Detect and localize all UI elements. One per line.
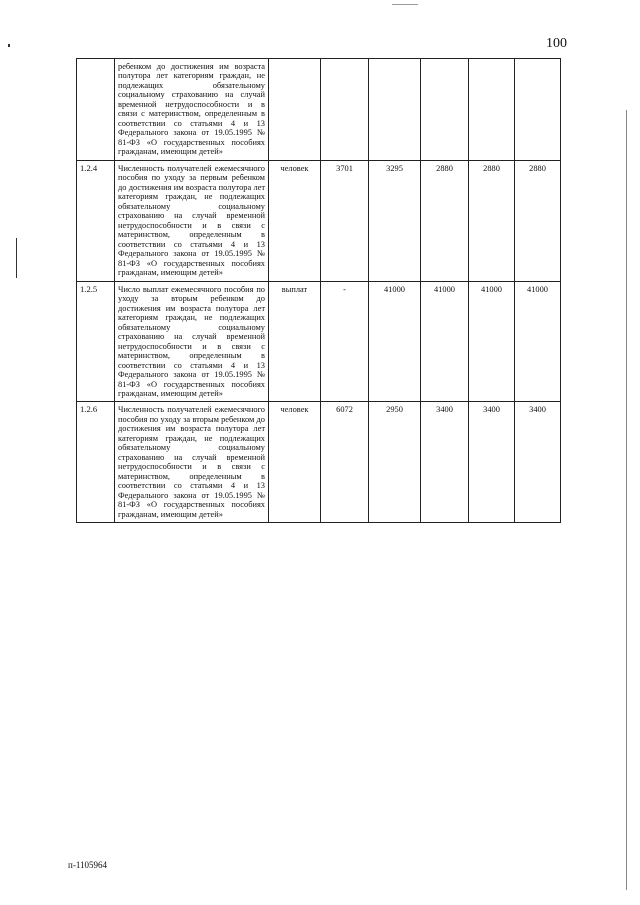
value-cell: 3295 bbox=[369, 160, 421, 281]
value-cell bbox=[421, 59, 469, 161]
page-number: 100 bbox=[546, 36, 567, 51]
row-number: 1.2.4 bbox=[77, 160, 115, 281]
left-margin-mark bbox=[16, 238, 17, 278]
unit-cell: человек bbox=[269, 402, 321, 523]
indicator-description: ребенком до достижения им возраста полутора лет категориям граждан, не подлежащих обязательному социальному страхованию на случай временной нетрудоспособности и в связи с материнством, определенным в соответствии со статьями 4 и 13 Федерального закона от 19.05.1995 № 81-ФЗ «О государственных пособиях гражданам, имеющим детей» bbox=[115, 59, 269, 161]
row-number: 1.2.5 bbox=[77, 281, 115, 402]
value-cell: 41000 bbox=[469, 281, 515, 402]
row-number bbox=[77, 59, 115, 161]
value-cell: 41000 bbox=[421, 281, 469, 402]
value-cell bbox=[515, 59, 561, 161]
unit-cell bbox=[269, 59, 321, 161]
value-cell: 2880 bbox=[515, 160, 561, 281]
indicator-description: Численность получателей ежемесячного пособия по уходу за первым ребенком до достижения им возраста полутора лет категориям граждан, не подлежащих обязательному социальному страхованию на случай временной нетрудоспособности и в связи с материнством, определенным в соответствии со статьями 4 и 13 Федерального закона от 19.05.1995 № 81-ФЗ «О государственных пособиях гражданам, имеющим детей» bbox=[115, 160, 269, 281]
value-cell: 2880 bbox=[469, 160, 515, 281]
table-row bbox=[77, 160, 561, 281]
table-row bbox=[77, 281, 561, 402]
value-cell bbox=[369, 59, 421, 161]
row-number: 1.2.6 bbox=[77, 402, 115, 523]
value-cell: 3400 bbox=[421, 402, 469, 523]
value-cell: 2880 bbox=[421, 160, 469, 281]
indicator-description: Численность получателей ежемесячного пособия по уходу за вторым ребенком до достижения им возраста полутора лет категориям граждан, не подлежащих обязательному социальному страхованию на случай временной нетрудоспособности и в связи с материнством, определенным в соответствии со статьями 4 и 13 Федерального закона от 19.05.1995 № 81-ФЗ «О государственных пособиях гражданам, имеющим детей» bbox=[115, 402, 269, 523]
indicator-table bbox=[76, 58, 561, 523]
unit-cell: выплат bbox=[269, 281, 321, 402]
value-cell: - bbox=[321, 281, 369, 402]
value-cell bbox=[321, 59, 369, 161]
value-cell: 3400 bbox=[469, 402, 515, 523]
unit-cell: человек bbox=[269, 160, 321, 281]
value-cell: 6072 bbox=[321, 402, 369, 523]
top-dash-mark bbox=[392, 4, 418, 5]
value-cell bbox=[469, 59, 515, 161]
value-cell: 3701 bbox=[321, 160, 369, 281]
value-cell: 2950 bbox=[369, 402, 421, 523]
right-margin-mark bbox=[626, 110, 627, 890]
value-cell: 3400 bbox=[515, 402, 561, 523]
table-row bbox=[77, 59, 561, 161]
value-cell: 41000 bbox=[515, 281, 561, 402]
indicator-description: Число выплат ежемесячного пособия по уходу за вторым ребенком до достижения им возраста полутора лет категориям граждан, не подлежащих обязательному социальному страхованию на случай временной нетрудоспособности и в связи с материнством, определенным в соответствии со статьями 4 и 13 Федерального закона от 19.05.1995 № 81-ФЗ «О государственных пособиях гражданам, имеющим детей» bbox=[115, 281, 269, 402]
footer-code: п-1105964 bbox=[68, 860, 107, 870]
left-margin-dot bbox=[8, 44, 10, 47]
value-cell: 41000 bbox=[369, 281, 421, 402]
table-row bbox=[77, 402, 561, 523]
